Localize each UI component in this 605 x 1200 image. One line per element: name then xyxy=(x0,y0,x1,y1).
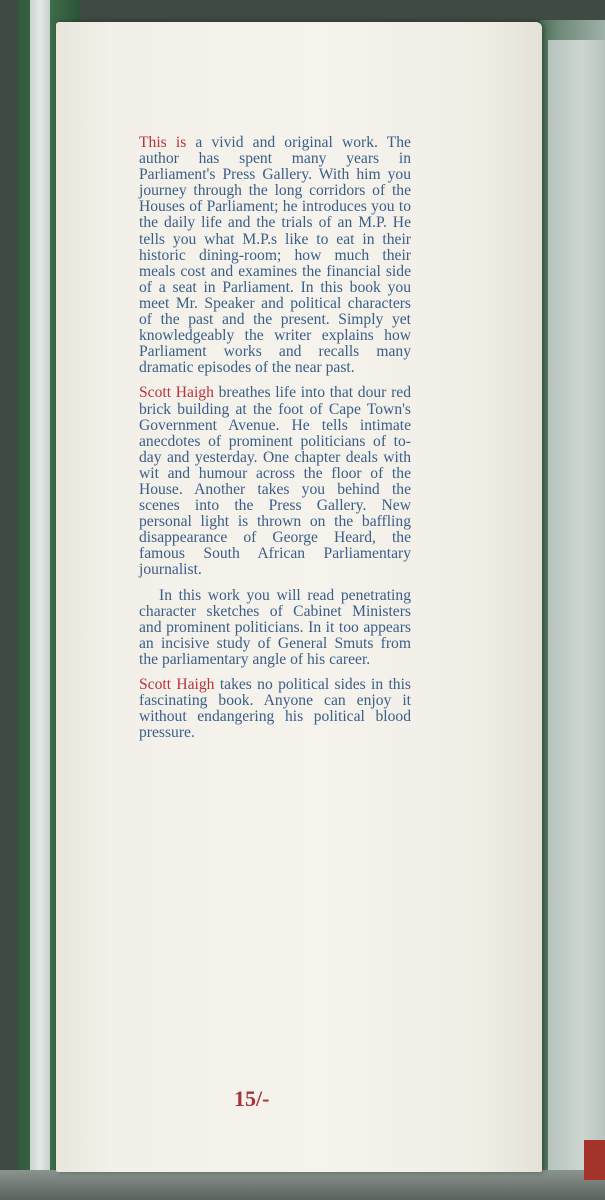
blurb-lead-1: This is xyxy=(139,134,187,151)
bottom-edge xyxy=(0,1170,605,1200)
blurb-lead-4: Scott Haigh xyxy=(139,676,215,693)
blurb-paragraph-2 xyxy=(139,385,411,578)
blurb-paragraph-1 xyxy=(139,135,411,376)
blurb-paragraph-4 xyxy=(139,677,411,741)
blurb-body-1: a vivid and original work. The author has spent many years in Parliament's Press Gallery. With him you journey through the long corridors of the Houses of Parliament; he introduces you to the daily life and the trials of an M.P. He tells you what M.P.s like to eat in their historic dining-room; how much their meals cost and examines the financial side of a seat in Parliament. In this book you meet Mr. Speaker and political characters of the past and the present. Simply yet knowledgeably the writer explains how Parliament works and recalls many dramatic episodes of the near past. xyxy=(139,134,411,377)
price-label: 15/- xyxy=(234,1086,270,1111)
jacket-spine-strip xyxy=(30,0,50,1200)
book-board-right xyxy=(548,40,605,1190)
blurb-text xyxy=(139,135,411,750)
blurb-paragraph-3 xyxy=(139,588,411,668)
red-tab xyxy=(584,1140,605,1180)
blurb-body-3: In this work you will read penetrating character sketches of Cabinet Ministers and prominent politicians. In it too appears an incisive study of General Smuts from the parliamentary angle of his career. xyxy=(139,586,411,668)
blurb-body-2: breathes life into that dour red brick building at the foot of Cape Town's Government Avenue. He tells intimate anecdotes of prominent politicians of to-day and yesterday. One chapter deals with wit and humour across the floor of the House. Another takes you behind the scenes into the Press Gallery. New personal light is thrown on the baffling disappearance of George Heard, the famous South African Parliamentary journalist. xyxy=(139,384,411,579)
blurb-body-4: takes no political sides in this fascinating book. Anyone can enjoy it without endangering his political blood pressure. xyxy=(139,676,411,742)
blurb-lead-2: Scott Haigh xyxy=(139,384,214,402)
